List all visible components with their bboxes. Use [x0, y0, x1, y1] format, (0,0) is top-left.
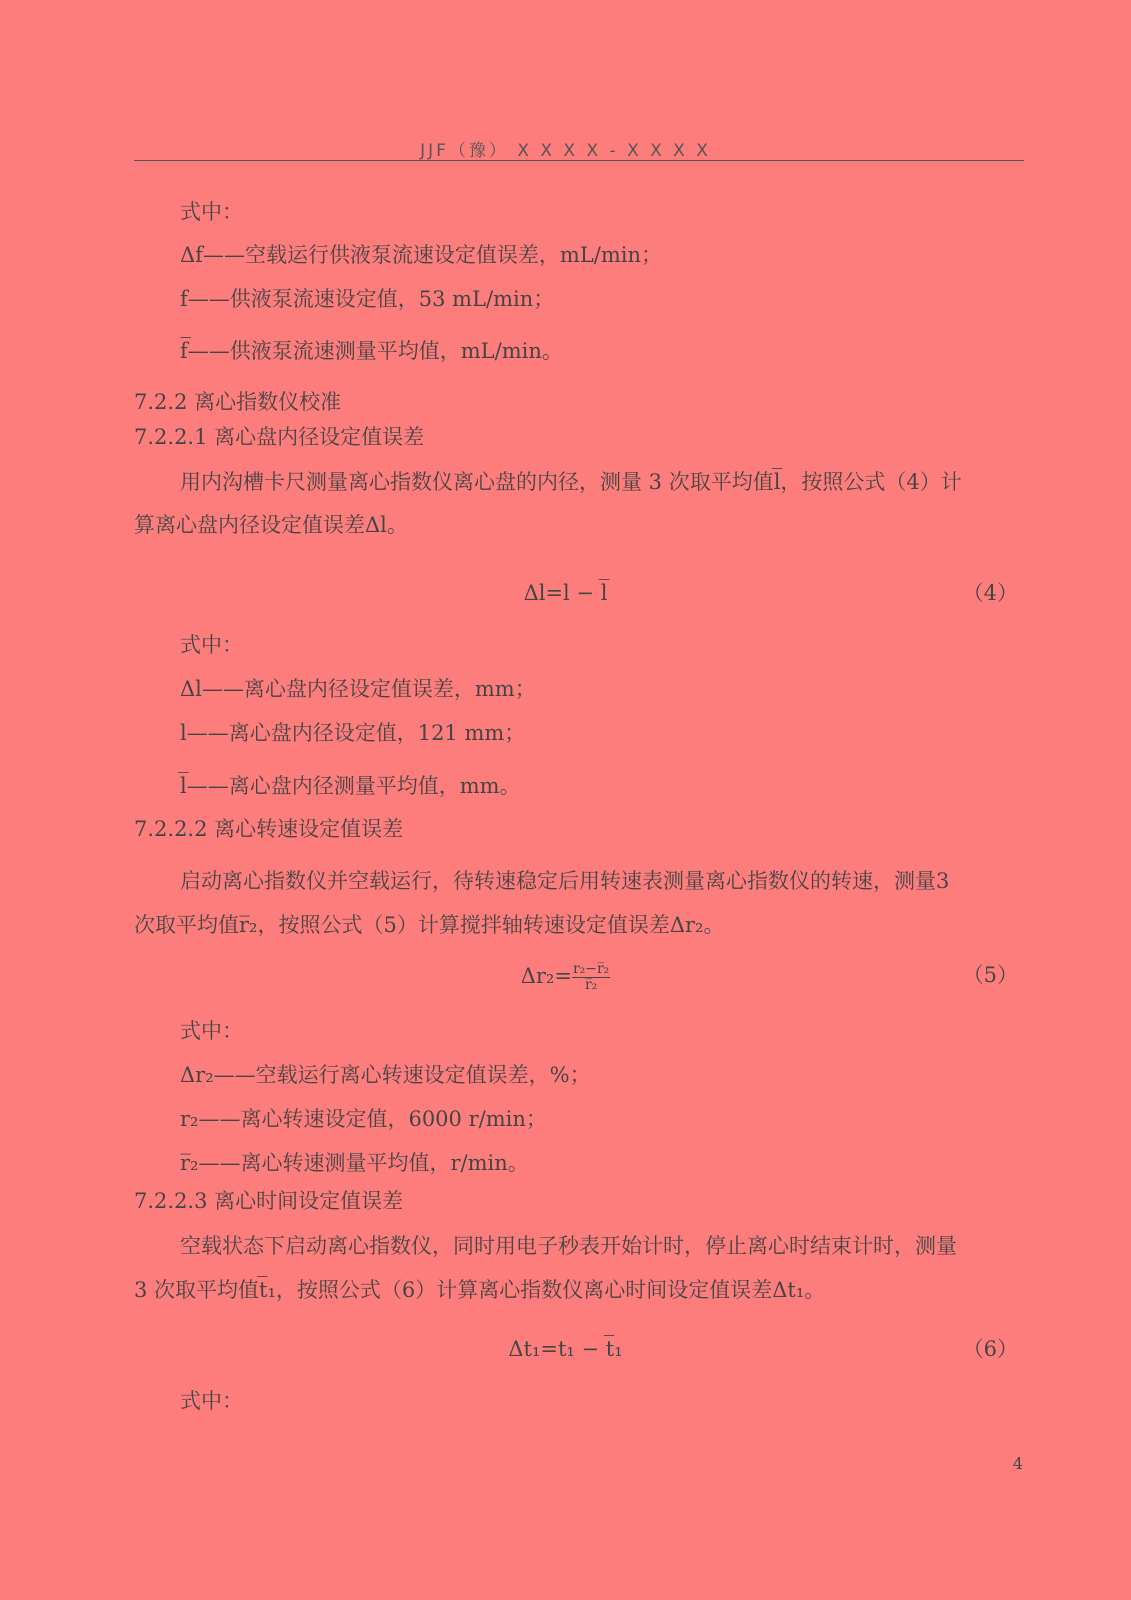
equation-number: （5） — [962, 963, 1018, 987]
definition-line: r₂——离心转速设定值，6000 r/min； — [180, 1107, 547, 1131]
equation-number: （6） — [962, 1337, 1018, 1361]
formula-5-lhs: Δr₂= — [520, 964, 572, 988]
fraction-denominator: r̅₂ — [584, 977, 598, 993]
header-rule — [134, 160, 1024, 161]
fraction-numerator: r₂−r̅₂ — [572, 961, 610, 977]
definition-line: l̅——离心盘内径测量平均值，mm。 — [180, 774, 521, 798]
where-label: 式中： — [180, 633, 243, 657]
paragraph-line: 启动离心指数仪并空载运行，待转速稳定后用转速表测量离心指数仪的转速，测量3 — [180, 869, 950, 893]
paragraph-line: 算离心盘内径设定值误差Δl。 — [134, 513, 408, 537]
formula-5-fraction — [572, 962, 610, 993]
definition-line: r̅₂——离心转速测量平均值，r/min。 — [180, 1151, 529, 1175]
paragraph-line: 用内沟槽卡尺测量离心指数仪离心盘的内径，测量 3 次取平均值l̅，按照公式（4）计 — [180, 470, 962, 494]
subsection-heading: 7.2.2.3 离心时间设定值误差 — [134, 1189, 404, 1213]
definition-line: f——供液泵流速设定值，53 mL/min； — [180, 287, 555, 311]
formula-4: Δl=l − l̅ — [523, 581, 608, 605]
running-header: JJF（豫） X X X X - X X X X — [420, 141, 711, 161]
definition-line: Δr₂——空载运行离心转速设定值误差，%； — [180, 1063, 591, 1087]
subsection-heading: 7.2.2.2 离心转速设定值误差 — [134, 817, 404, 841]
paragraph-line: 次取平均值r̅₂，按照公式（5）计算搅拌轴转速设定值误差Δr₂。 — [134, 913, 725, 937]
definition-line: Δl——离心盘内径设定值误差，mm； — [180, 677, 536, 701]
definition-line: f̅——供液泵流速测量平均值，mL/min。 — [180, 339, 563, 363]
formula-5 — [0, 962, 1131, 993]
formula-6: Δt₁=t₁ − t̅₁ — [508, 1337, 623, 1361]
where-label: 式中： — [180, 1019, 243, 1043]
section-heading: 7.2.2 离心指数仪校准 — [134, 390, 342, 414]
definition-line: Δf——空载运行供液泵流速设定值误差，mL/min； — [180, 243, 663, 267]
page-number: 4 — [1012, 1454, 1023, 1473]
paragraph-line: 3 次取平均值t̅₁，按照公式（6）计算离心指数仪离心时间设定值误差Δt₁。 — [134, 1278, 826, 1302]
paragraph-line: 空载状态下启动离心指数仪，同时用电子秒表开始计时，停止离心时结束计时，测量 — [180, 1234, 957, 1258]
where-label: 式中： — [180, 200, 243, 224]
subsection-heading: 7.2.2.1 离心盘内径设定值误差 — [134, 425, 425, 449]
definition-line: l——离心盘内径设定值，121 mm； — [180, 721, 526, 745]
where-label: 式中： — [180, 1389, 243, 1413]
equation-number: （4） — [962, 581, 1018, 605]
